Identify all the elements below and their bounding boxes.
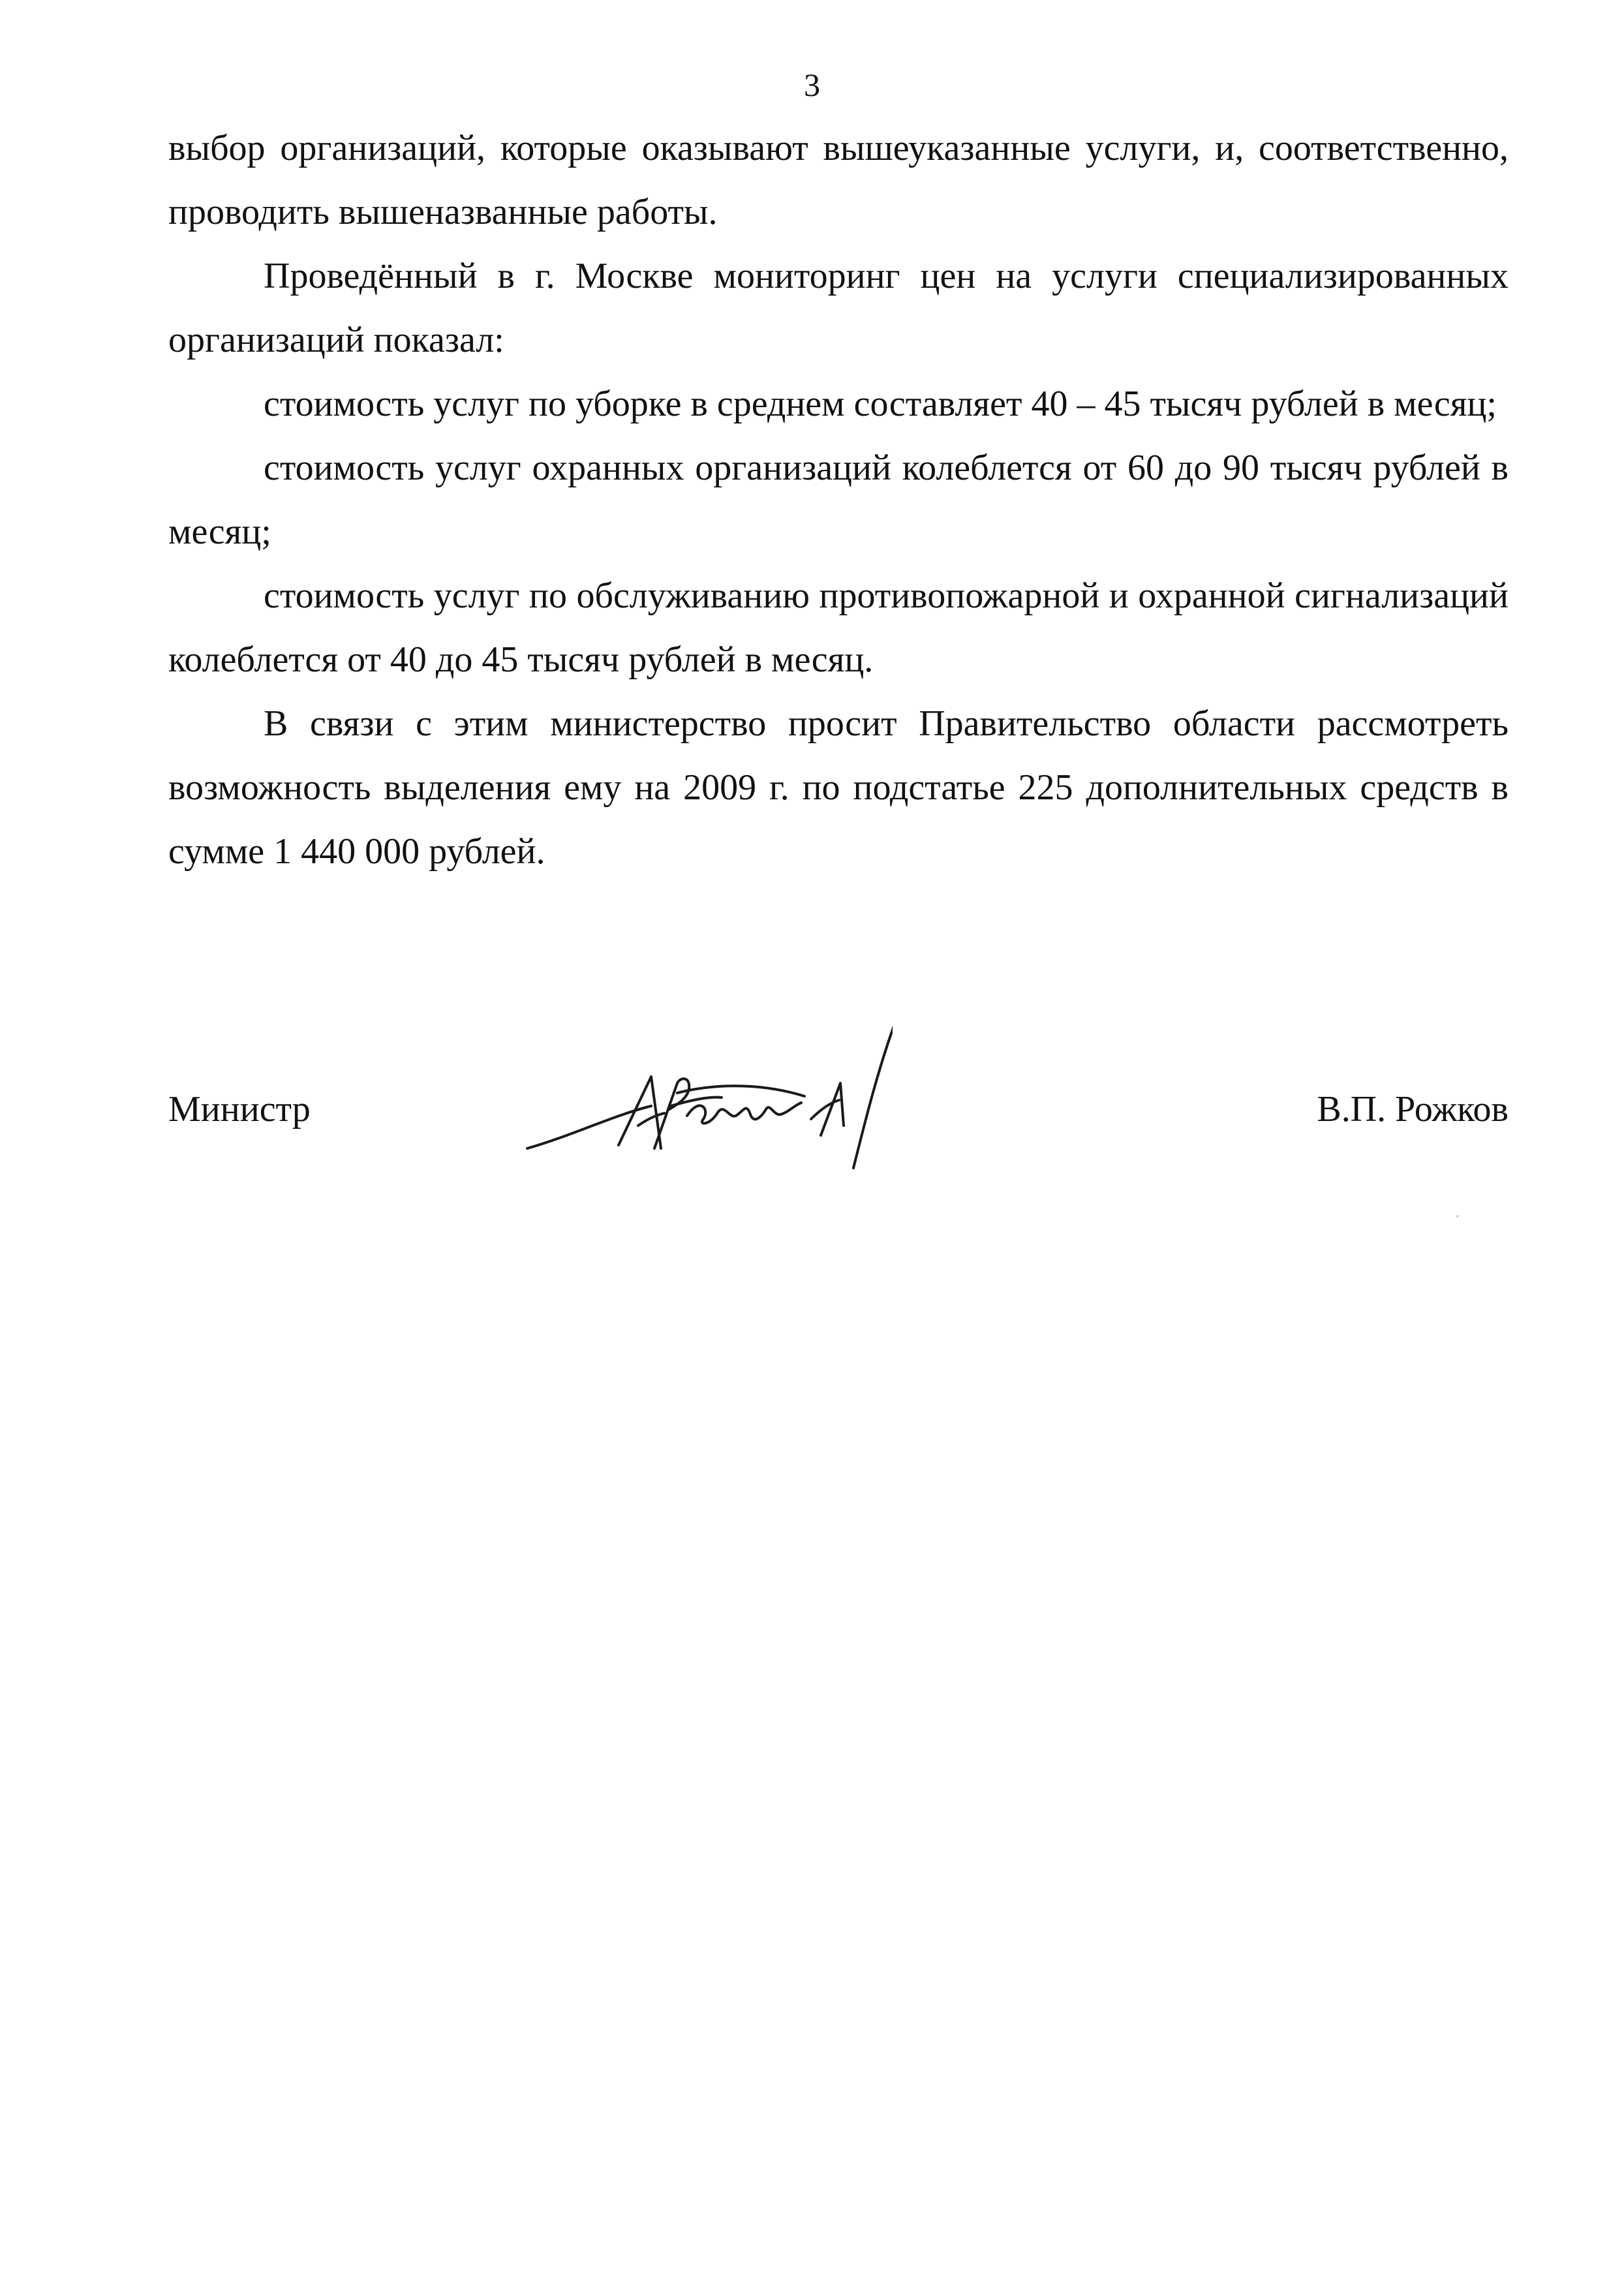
scan-speck (1456, 1215, 1459, 1218)
paragraph-monitoring: Проведённый в г. Москве мониторинг цен на услуги специализированных организаций показал: (168, 256, 1509, 360)
paragraph-continuation: выбор организаций, которые оказывают вышеуказанные услуги, и, соответственно, проводить вышеназванные работы. (168, 128, 1509, 232)
page-number: 3 (804, 67, 820, 103)
signatory-name: В.П. Рожков (1317, 1089, 1509, 1129)
handwritten-signature (514, 985, 893, 1181)
letter-body (168, 116, 1509, 883)
signature-block (168, 1064, 1509, 1142)
paragraph-alarm-cost: стоимость услуг по обслуживанию противопожарной и охранной сигнализаций колеблется от 40 до 45 тысяч рублей в месяц. (168, 576, 1509, 680)
signatory-title: Министр (168, 1089, 311, 1129)
paragraph-request: В связи с этим министерство просит Правительство области рассмотреть возможность выделения ему на 2009 г. по подстатье 225 дополнительных средств в сумме 1 440 000 рублей. (168, 703, 1509, 872)
paragraph-security-cost: стоимость услуг охранных организаций колеблется от 60 до 90 тысяч рублей в месяц; (168, 448, 1509, 552)
paragraph-cleaning-cost: стоимость услуг по уборке в среднем составляет 40 – 45 тысяч рублей в месяц; (264, 384, 1497, 424)
